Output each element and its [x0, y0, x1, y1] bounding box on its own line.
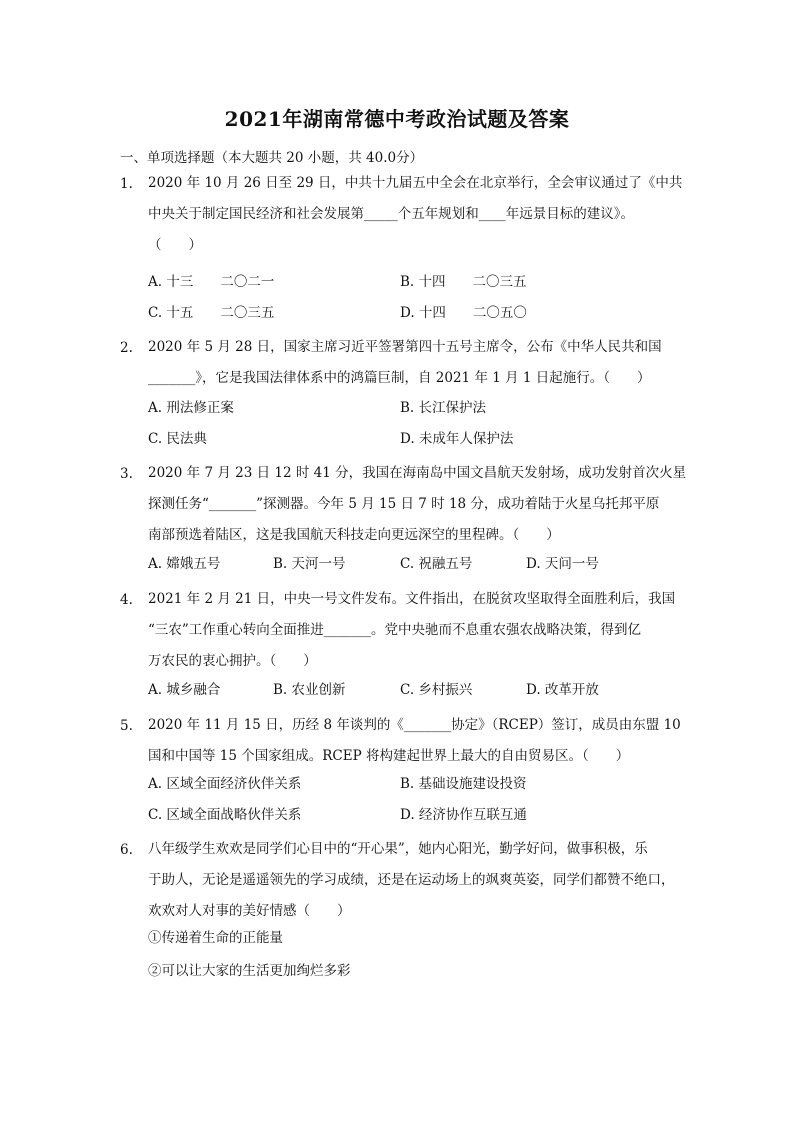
- option-c[interactable]: C. 民法典: [148, 431, 207, 447]
- statement-1: ①传递着生命的正能量: [148, 930, 283, 946]
- option-d[interactable]: D. 经济协作互联互通: [400, 807, 527, 823]
- option-c[interactable]: C. 乡村振兴: [400, 682, 473, 698]
- stem-line: 2020 年 10 月 26 日至 29 日，中共十九届五中全会在北京举行，全会审议通过了《中共: [148, 175, 683, 191]
- stem-line: 2020 年 5 月 28 日，国家主席习近平签署第四十五号主席令，公布《中华人民共和国: [148, 339, 662, 355]
- option-d[interactable]: D. 天问一号: [526, 556, 599, 572]
- option-b[interactable]: B. 农业创新: [273, 682, 346, 698]
- question-stem: [148, 834, 678, 927]
- question-stem: [148, 584, 678, 677]
- option-a[interactable]: A. 刑法修正案: [148, 400, 234, 416]
- stem-line: 欢欢对人对事的美好情感（ ）: [148, 903, 351, 919]
- question-number: 5.: [120, 718, 133, 734]
- stem-line: _______》，它是我国法律体系中的鸿篇巨制，自 2021 年 1 月 1 日起施行。（ ）: [148, 370, 651, 386]
- stem-line: 2020 年 11 月 15 日，历经 8 年谈判的《_______协定》（RCEP）签订，成员由东盟 10: [148, 717, 681, 733]
- question-number: 6.: [120, 842, 133, 858]
- question-stem: [148, 332, 678, 394]
- stem-line: 万农民的衷心拥护。（ ）: [148, 653, 317, 669]
- stem-line: 2021 年 2 月 21 日，中央一号文件发布。文件指出，在脱贫攻坚取得全面胜利后，我国: [148, 591, 676, 607]
- stem-line: （ ）: [148, 237, 202, 253]
- section-heading: 一、单项选择题（本大题共 20 小题，共 40.0分）: [120, 150, 424, 166]
- option-a[interactable]: A. 十三 二〇二一: [148, 274, 275, 290]
- stem-line: 中央关于制定国民经济和社会发展第_____个五年规划和____年远景目标的建议》。: [148, 206, 634, 222]
- question-stem: [148, 710, 681, 772]
- stem-line: 南部预选着陆区，这是我国航天科技走向更远深空的里程碑。（ ）: [148, 527, 560, 543]
- question-number: 2.: [120, 340, 133, 356]
- statement-2: ②可以让大家的生活更加绚烂多彩: [148, 963, 351, 979]
- option-a[interactable]: A. 嫦娥五号: [148, 556, 221, 572]
- option-b[interactable]: B. 天河一号: [273, 556, 346, 572]
- question-stem: [148, 168, 683, 261]
- option-d[interactable]: D. 未成年人保护法: [400, 431, 514, 447]
- option-c[interactable]: C. 区域全面战略伙伴关系: [148, 807, 302, 823]
- option-a[interactable]: A. 区域全面经济伙伴关系: [148, 776, 302, 792]
- stem-line: 2020 年 7 月 23 日 12 时 41 分，我国在海南岛中国文昌航天发射场，成功发射首次火星: [148, 465, 687, 481]
- option-b[interactable]: B. 基础设施建设投资: [400, 776, 527, 792]
- stem-line: 八年级学生欢欢是同学们心目中的“开心果”，她内心阳光，勤学好问，做事积极，乐: [148, 841, 648, 857]
- option-c[interactable]: C. 祝融五号: [400, 556, 473, 572]
- question-number: 3.: [120, 466, 133, 482]
- option-a[interactable]: A. 城乡融合: [148, 682, 221, 698]
- option-d[interactable]: D. 十四 二〇五〇: [400, 305, 527, 321]
- option-c[interactable]: C. 十五 二〇三五: [148, 305, 275, 321]
- question-number: 1.: [120, 176, 133, 192]
- option-b[interactable]: B. 十四 二〇三五: [400, 274, 527, 290]
- question-stem: [148, 458, 687, 551]
- option-b[interactable]: B. 长江保护法: [400, 400, 487, 416]
- stem-line: 国和中国等 15 个国家组成。RCEP 将构建起世界上最大的自由贸易区。（ ）: [148, 748, 630, 764]
- stem-line: “三农”工作重心转向全面推进_______。党中央驰而不息重农强农战略决策，得到亿: [148, 622, 642, 638]
- stem-line: 于助人，无论是遥遥领先的学习成绩，还是在运动场上的飒爽英姿，同学们都赞不绝口，: [148, 872, 675, 888]
- stem-line: 探测任务“_______”探测器。今年 5 月 15 日 7 时 18 分，成功着陆于火星乌托邦平原: [148, 496, 660, 512]
- question-number: 4.: [120, 592, 133, 608]
- page-title: 2021年湖南常德中考政治试题及答案: [224, 107, 570, 131]
- option-d[interactable]: D. 改革开放: [526, 682, 599, 698]
